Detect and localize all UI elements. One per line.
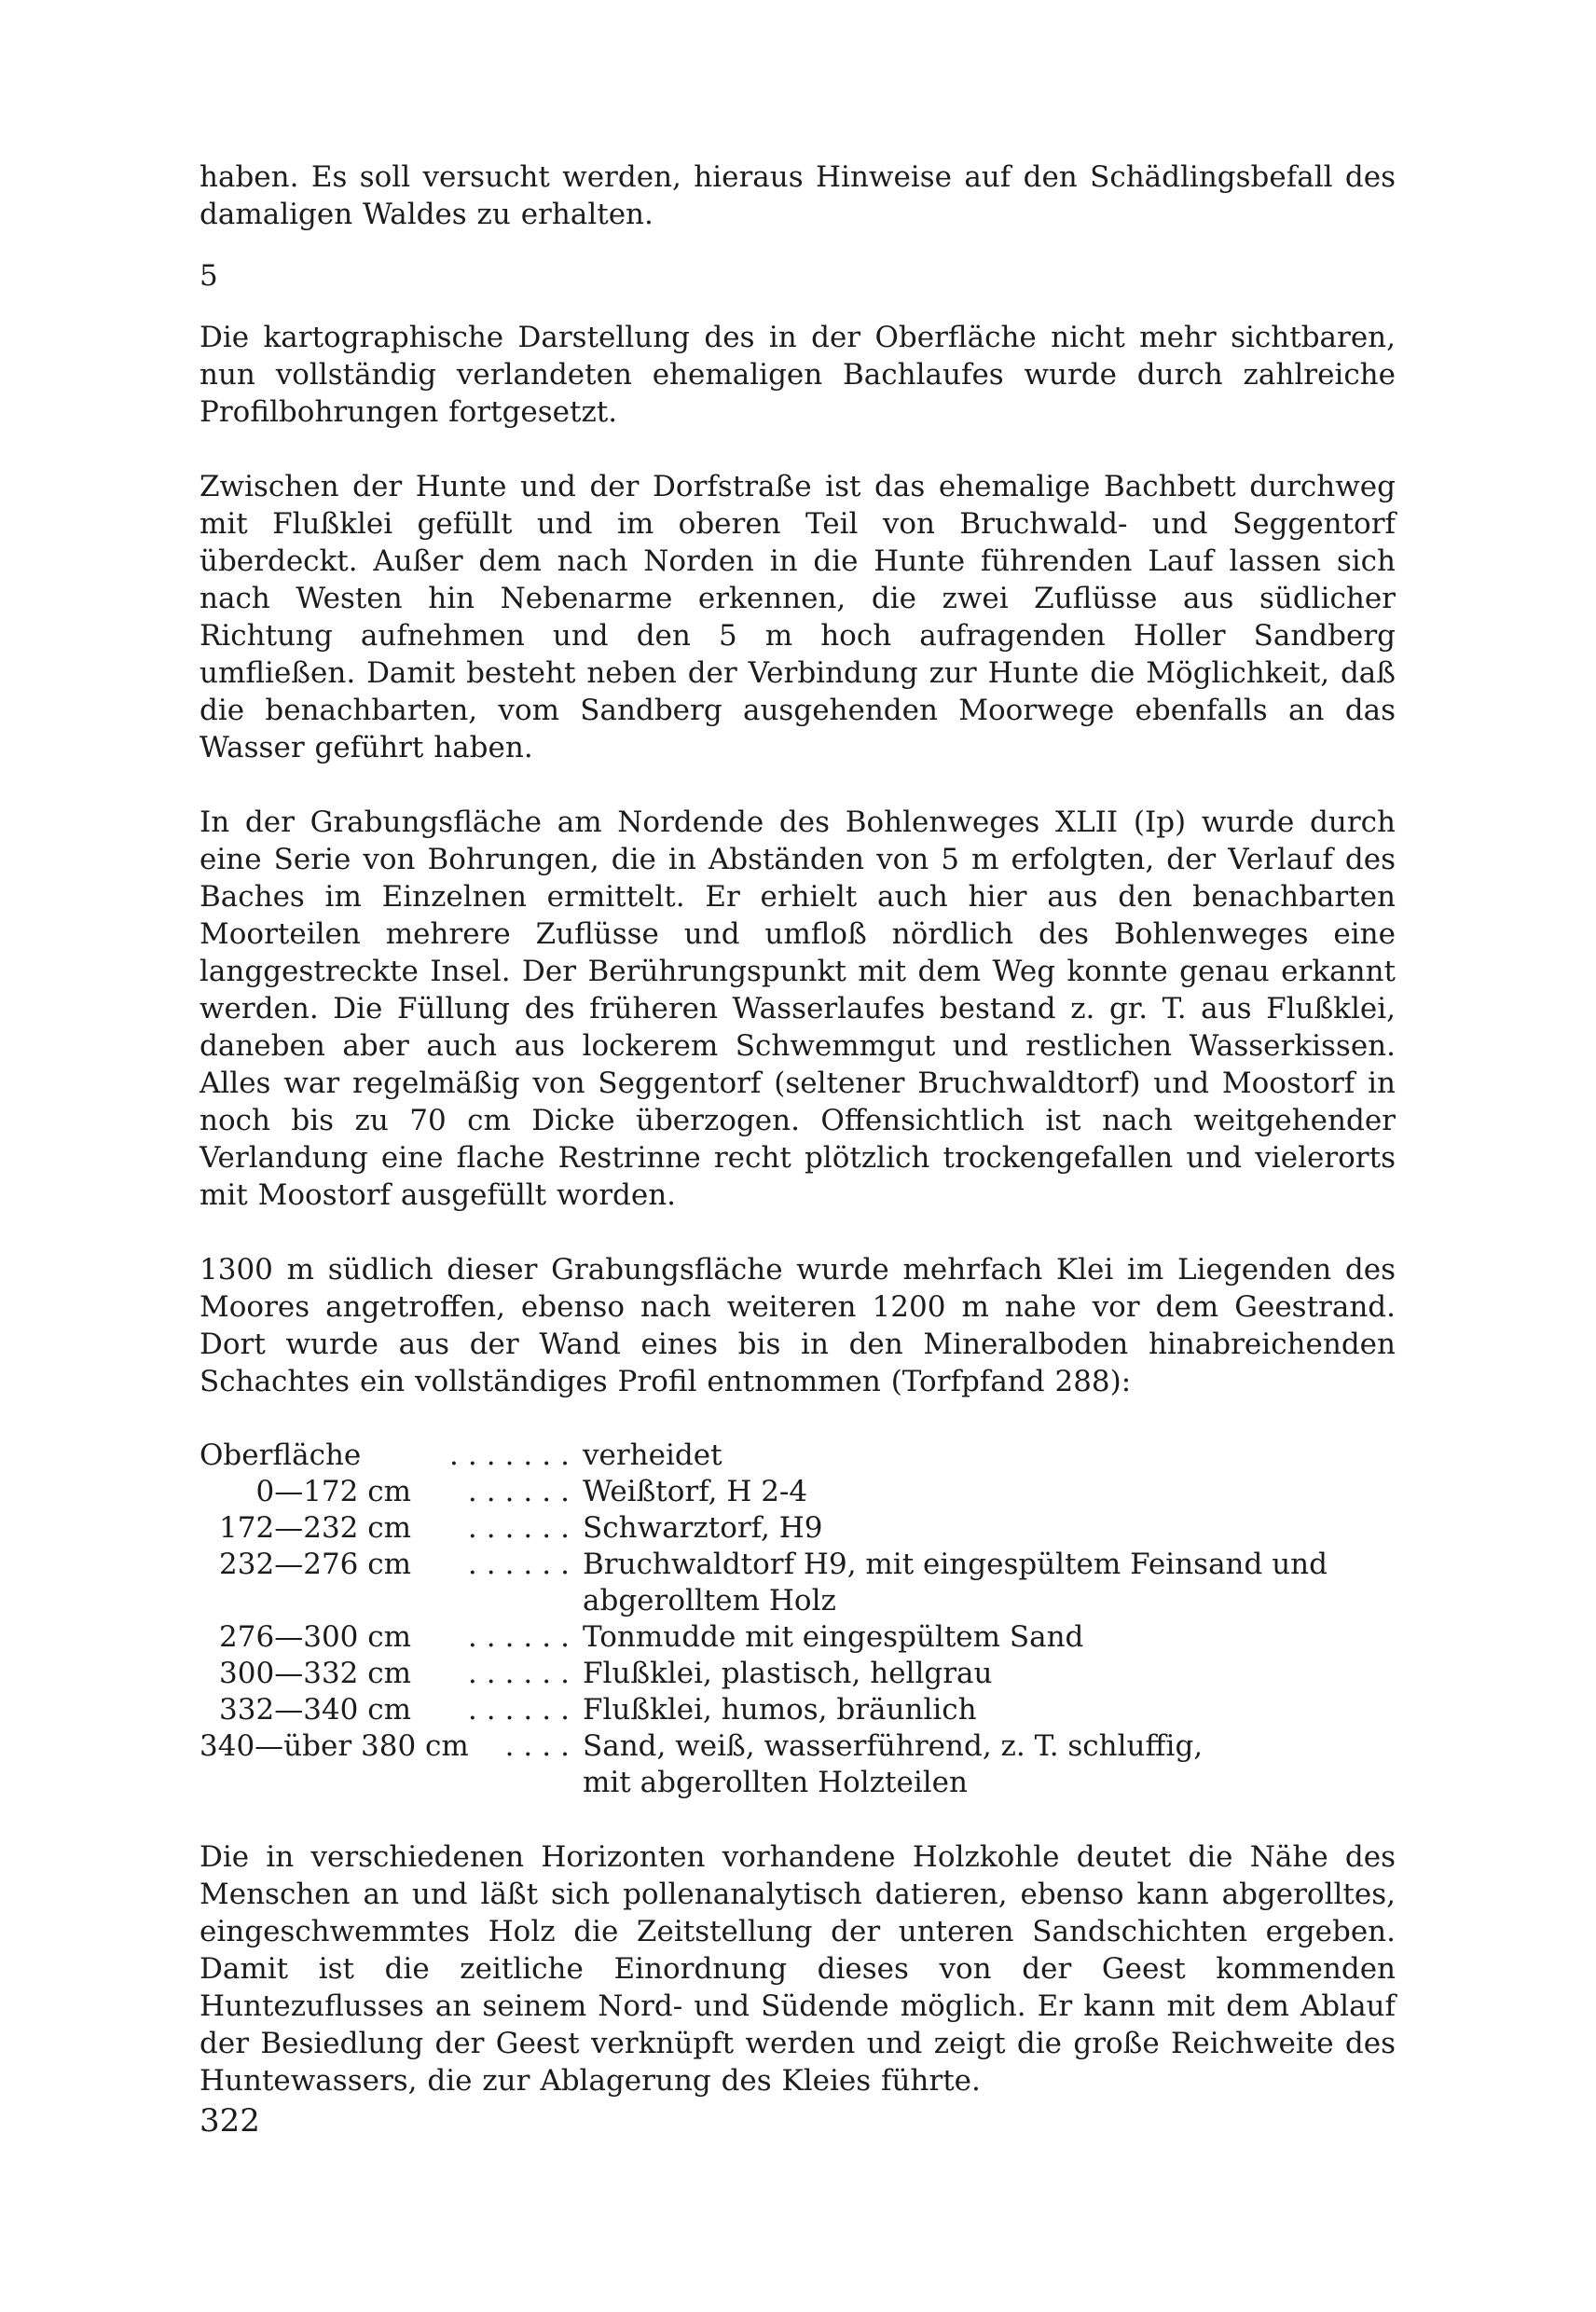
paragraph-cartography: Die kartographische Darstellung des in der Oberfläche nicht mehr sichtbaren, nun vollständig verlandeten ehemaligen Bachlaufes wurde durch zahlreiche Profilbohrungen fortgesetzt.	[200, 321, 1396, 429]
profile-leader-dots: ......	[467, 1511, 579, 1545]
profile-description-line: Sand, weiß, wasserführend, z. T. schluffig,	[583, 1729, 1204, 1763]
profile-table	[200, 1438, 1396, 1801]
profile-depth: 300—332 cm	[219, 1657, 411, 1690]
profile-depth: 332—340 cm	[219, 1693, 411, 1727]
profile-depth: 340—über 380 cm	[200, 1729, 469, 1763]
profile-depth: 0—172 cm	[255, 1475, 411, 1508]
profile-description	[583, 1438, 1396, 1474]
profile-description-line: abgerolltem Holz	[583, 1584, 836, 1617]
profile-description	[583, 1656, 1396, 1692]
paragraph-holzkohle: Die in verschiedenen Horizonten vorhandene Holzkohle deutet die Nähe des Menschen an und läßt sich pollenanalytisch datieren, ebenso kann abgerolltes, eingeschwemmtes Holz die Zeitstellung der unteren Sandschichten ergeben. Damit ist die zeitliche Einordnung dieses von der Geest kommenden Huntezuflusses an seinem Nord- und Südende möglich. Er kann mit dem Ablauf der Besiedlung der Geest verknüpft werden und zeigt die große Reichweite des Huntewassers, die zur Ablagerung des Kleies führte.	[200, 1840, 1396, 2098]
profile-description-line: Tonmudde mit eingespültem Sand	[583, 1620, 1084, 1654]
profile-row	[200, 1438, 1396, 1474]
page-body	[200, 158, 1396, 2099]
profile-leader-dots: ....	[504, 1729, 579, 1763]
paragraph-profil-entnahme: 1300 m südlich dieser Grabungsfläche wurde mehrfach Klei im Liegenden des Moores angetroffen, ebenso nach weiteren 1200 m nahe vor dem Geestrand. Dort wurde aus der Wand eines bis in den Mineralboden hinabreichenden Schachtes ein vollständiges Profil entnommen (Torfpfand 288):	[200, 1253, 1396, 1398]
profile-description-line: mit abgerollten Holzteilen	[583, 1766, 968, 1799]
profile-description-line: Bruchwaldtorf H9, mit eingespültem Feinsand und	[583, 1548, 1328, 1581]
profile-description-line: Flußklei, plastisch, hellgrau	[583, 1657, 993, 1690]
profile-depth: 276—300 cm	[219, 1620, 411, 1654]
profile-row	[200, 1547, 1396, 1619]
profile-leader-dots: ......	[467, 1657, 579, 1690]
profile-depth: Oberfläche	[200, 1438, 362, 1472]
profile-row	[200, 1656, 1396, 1692]
profile-depth: 232—276 cm	[219, 1548, 411, 1581]
profile-description	[583, 1474, 1396, 1510]
profile-description	[583, 1547, 1396, 1619]
profile-description-line: Flußklei, humos, bräunlich	[583, 1693, 977, 1727]
paragraph-grabungsflaeche: In der Grabungsfläche am Nordende des Bohlenweges XLII (Ip) wurde durch eine Serie von Bohrungen, die in Abständen von 5 m erfolgten, der Verlauf des Baches im Einzelnen ermittelt. Er erhielt auch hier aus den benachbarten Moorteilen mehrere Zuflüsse und umfloß nördlich des Bohlenweges eine langgestreckte Insel. Der Berührungspunkt mit dem Weg konnte genau erkannt werden. Die Füllung des früheren Wasserlaufes bestand z. gr. T. aus Flußklei, daneben aber auch aus lockerem Schwemmgut und restlichen Wasserkissen. Alles war regelmäßig von Seggentorf (seltener Bruchwaldtorf) und Moostorf in noch bis zu 70 cm Dicke überzogen. Offensichtlich ist nach weitgehender Verlandung eine flache Restrinne recht plötzlich trockengefallen und vielerorts mit Moostorf ausgefüllt worden.	[200, 805, 1396, 1212]
section-number: 5	[200, 259, 218, 293]
profile-depth: 172—232 cm	[219, 1511, 411, 1545]
profile-row	[200, 1728, 1396, 1801]
paragraph-continuation: haben. Es soll versucht werden, hieraus Hinweise auf den Schädlingsbefall des damaligen Waldes zu erhalten.	[200, 160, 1396, 231]
profile-leader-dots: ......	[467, 1475, 579, 1508]
profile-description	[583, 1728, 1396, 1801]
profile-leader-dots: .......	[449, 1438, 579, 1472]
profile-description	[583, 1510, 1396, 1547]
profile-row	[200, 1510, 1396, 1547]
profile-description	[583, 1692, 1396, 1728]
page-number: 322	[200, 2102, 260, 2140]
profile-description	[583, 1619, 1396, 1656]
profile-description-line: verheidet	[583, 1438, 722, 1472]
profile-row	[200, 1692, 1396, 1728]
profile-leader-dots: ......	[467, 1548, 579, 1581]
profile-leader-dots: ......	[467, 1693, 579, 1727]
profile-description-line: Weißtorf, H 2-4	[583, 1475, 808, 1508]
profile-description-line: Schwarztorf, H9	[583, 1511, 823, 1545]
profile-leader-dots: ......	[467, 1620, 579, 1654]
profile-row	[200, 1619, 1396, 1656]
profile-row	[200, 1474, 1396, 1510]
paragraph-hunte-bachbett: Zwischen der Hunte und der Dorfstraße ist das ehemalige Bachbett durchweg mit Flußklei gefüllt und im oberen Teil von Bruchwald- und Seggentorf überdeckt. Außer dem nach Norden in die Hunte führenden Lauf lassen sich nach Westen hin Nebenarme erkennen, die zwei Zuflüsse aus südlicher Richtung aufnehmen und den 5 m hoch aufragenden Holler Sandberg umfließen. Damit besteht neben der Verbindung zur Hunte die Möglichkeit, daß die benachbarten, vom Sandberg ausgehenden Moorwege ebenfalls an das Wasser geführt haben.	[200, 470, 1396, 764]
